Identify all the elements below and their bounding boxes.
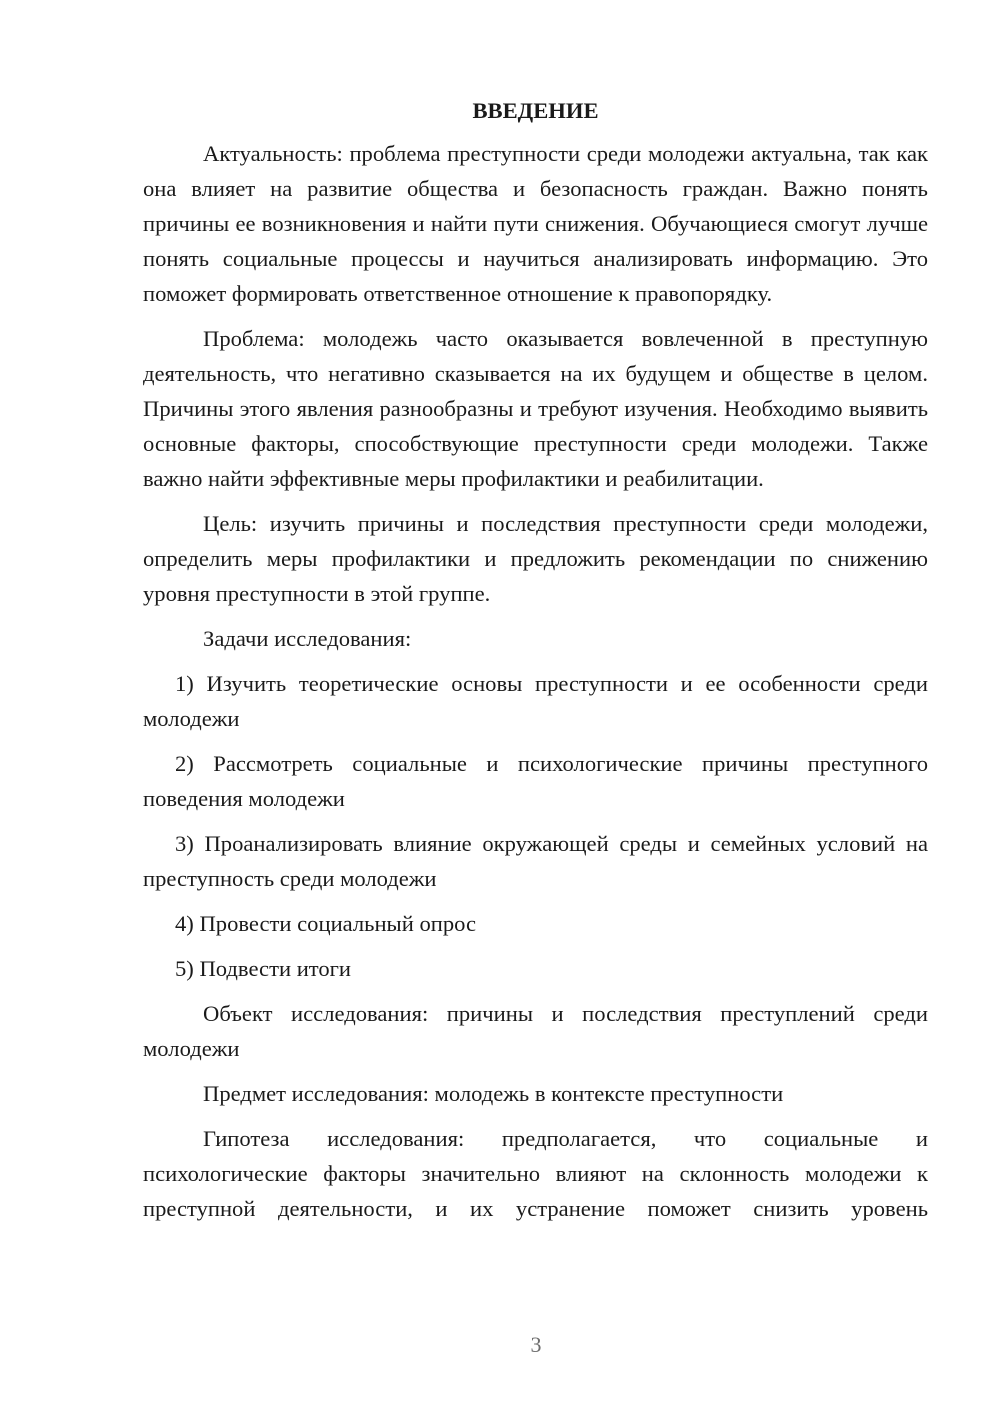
section-title: ВВЕДЕНИЕ [472, 98, 599, 123]
tasks-heading: Задачи исследования: [203, 626, 412, 651]
goal-paragraph: Цель: изучить причины и последствия преступности среди молодежи, определить меры профилактики и предложить рекомендации по снижению уровня преступности в этой группе. [143, 511, 928, 606]
object-paragraph: Объект исследования: причины и последствия преступлений среди молодежи [143, 1001, 928, 1061]
task-item-4: 4) Провести социальный опрос [175, 911, 477, 936]
task-item-2: 2) Рассмотреть социальные и психологические причины преступного поведения молодежи [143, 751, 928, 811]
page-number: 3 [530, 1332, 542, 1357]
task-item-1: 1) Изучить теоретические основы преступности и ее особенности среди молодежи [143, 671, 928, 731]
hypothesis-paragraph: Гипотеза исследования: предполагается, что социальные и психологические факторы значительно влияют на склонность молодежи к преступной деятельности, и их устранение поможет снизить уровень [143, 1126, 928, 1221]
relevance-paragraph: Актуальность: проблема преступности среди молодежи актуальна, так как она влияет на развитие общества и безопасность граждан. Важно понять причины ее возникновения и найти пути снижения. Обучающиеся смогут лучше понять социальные процессы и научиться анализировать информацию. Это поможет формировать ответственное отношение к правопорядку. [143, 141, 928, 306]
task-item-5: 5) Подвести итоги [175, 956, 352, 981]
problem-paragraph: Проблема: молодежь часто оказывается вовлеченной в преступную деятельность, что негативно сказывается на их будущем и обществе в целом. Причины этого явления разнообразны и требуют изучения. Необходимо выявить основные факторы, способствующие преступности среди молодежи. Также важно найти эффективные меры профилактики и реабилитации. [143, 326, 928, 491]
page-content [143, 96, 928, 1236]
subject-paragraph: Предмет исследования: молодежь в контексте преступности [203, 1081, 784, 1106]
task-item-3: 3) Проанализировать влияние окружающей среды и семейных условий на преступность среди молодежи [143, 831, 928, 891]
